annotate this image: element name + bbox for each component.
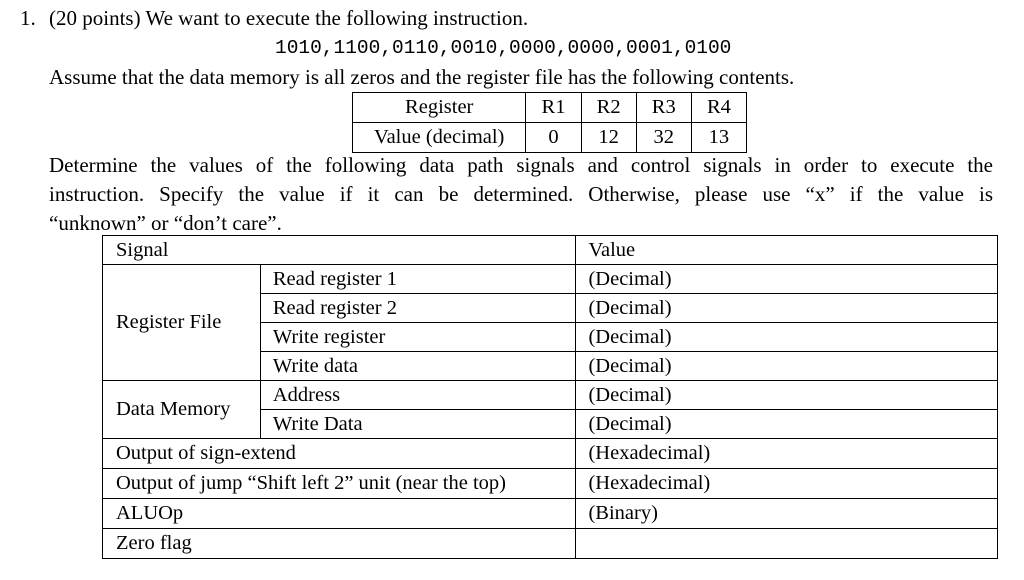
signal-name: Output of sign-extend bbox=[103, 439, 576, 469]
problem-number: 1. bbox=[20, 6, 36, 30]
register-value-r3: 32 bbox=[636, 123, 691, 153]
signal-value: (Decimal) bbox=[576, 323, 998, 352]
register-table-value-row bbox=[353, 123, 747, 153]
signal-value: (Hexadecimal) bbox=[576, 439, 998, 469]
signal-table bbox=[102, 235, 998, 559]
assumption-text: Assume that the data memory is all zeros and the register file has the following contents. bbox=[49, 65, 795, 89]
signal-value: (Decimal) bbox=[576, 294, 998, 323]
table-row bbox=[103, 265, 998, 294]
table-row bbox=[103, 381, 998, 410]
register-value-label: Value (decimal) bbox=[353, 123, 526, 153]
signal-value: (Decimal) bbox=[576, 381, 998, 410]
register-header-r3: R3 bbox=[636, 93, 691, 123]
signal-name: Read register 1 bbox=[260, 265, 576, 294]
signal-name: Output of jump “Shift left 2” unit (near the top) bbox=[103, 469, 576, 499]
register-table bbox=[352, 92, 747, 153]
signal-value bbox=[576, 529, 998, 559]
signal-value: (Decimal) bbox=[576, 352, 998, 381]
register-value-r4: 13 bbox=[691, 123, 746, 153]
signal-value: (Hexadecimal) bbox=[576, 469, 998, 499]
table-row bbox=[103, 529, 998, 559]
register-header-r1: R1 bbox=[526, 93, 581, 123]
signal-name: ALUOp bbox=[103, 499, 576, 529]
signal-value: (Binary) bbox=[576, 499, 998, 529]
register-table-header-row bbox=[353, 93, 747, 123]
signal-value: (Decimal) bbox=[576, 410, 998, 439]
register-value-r2: 12 bbox=[581, 123, 636, 153]
signal-table-header-row bbox=[103, 236, 998, 265]
table-row bbox=[103, 439, 998, 469]
instruction-binary: 1010,1100,0110,0010,0000,0000,0001,0100 bbox=[275, 37, 732, 59]
signal-value: (Decimal) bbox=[576, 265, 998, 294]
register-header-label: Register bbox=[353, 93, 526, 123]
value-header: Value bbox=[576, 236, 998, 265]
problem-heading: (20 points) We want to execute the following instruction. bbox=[49, 6, 529, 30]
paragraph-line-1: Determine the values of the following data path signals and control signals in order to execute the bbox=[49, 153, 993, 177]
signal-name: Address bbox=[260, 381, 576, 410]
signal-name: Write data bbox=[260, 352, 576, 381]
paragraph-line-2: instruction. Specify the value if it can be determined. Otherwise, please use “x” if the value is bbox=[49, 182, 993, 206]
register-file-group-label: Register File bbox=[103, 265, 261, 381]
table-row bbox=[103, 469, 998, 499]
data-memory-group-label: Data Memory bbox=[103, 381, 261, 439]
signal-name: Read register 2 bbox=[260, 294, 576, 323]
signal-header: Signal bbox=[103, 236, 576, 265]
paragraph-line-3: “unknown” or “don’t care”. bbox=[49, 211, 282, 235]
register-value-r1: 0 bbox=[526, 123, 581, 153]
signal-name: Write Data bbox=[260, 410, 576, 439]
signal-name: Write register bbox=[260, 323, 576, 352]
register-header-r2: R2 bbox=[581, 93, 636, 123]
table-row bbox=[103, 499, 998, 529]
register-header-r4: R4 bbox=[691, 93, 746, 123]
signal-name: Zero flag bbox=[103, 529, 576, 559]
